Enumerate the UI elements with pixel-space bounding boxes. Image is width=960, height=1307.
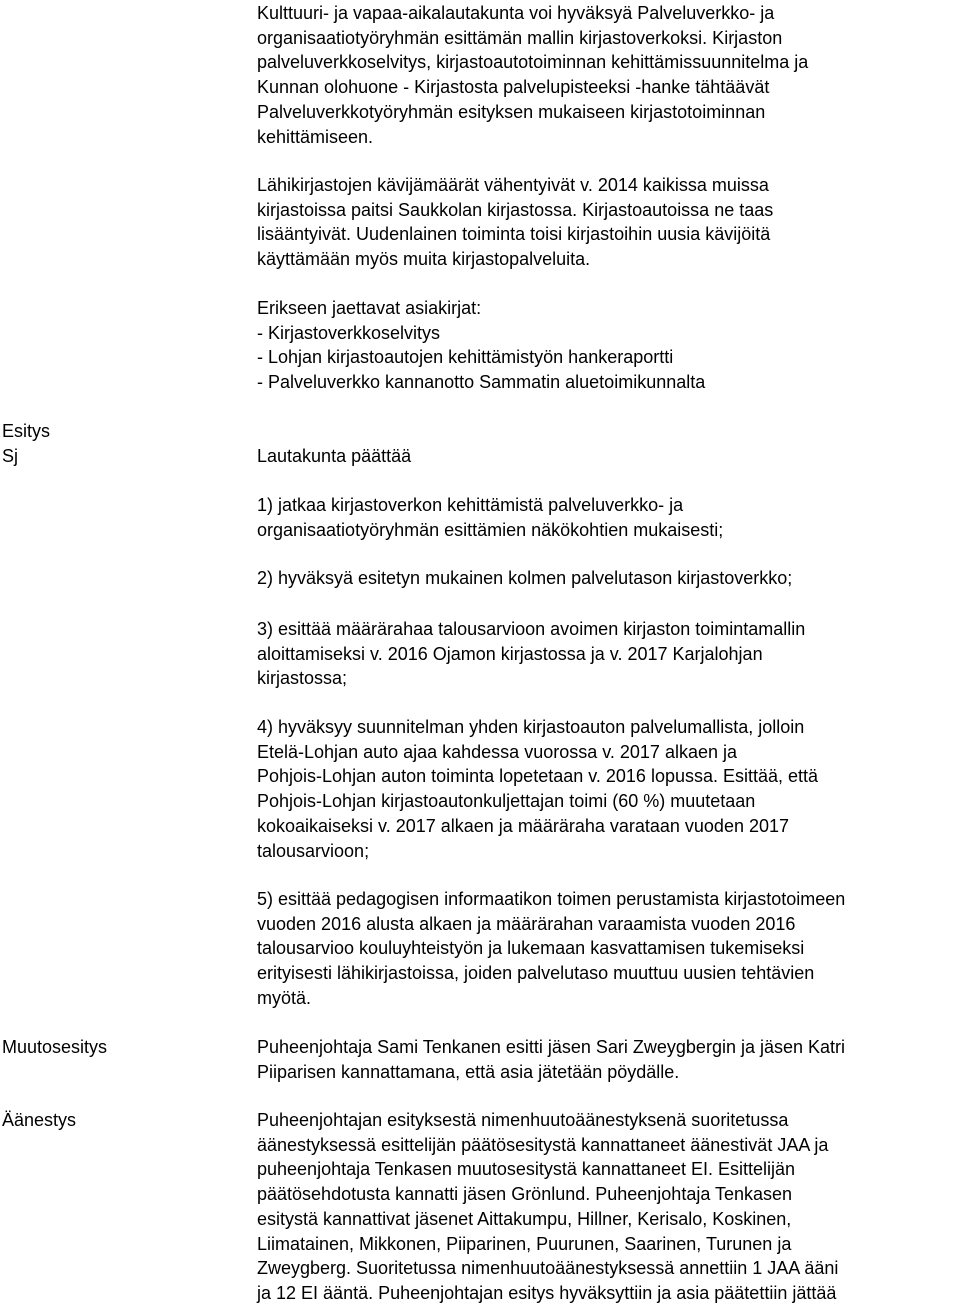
decision-item-line: 2) hyväksyä esitetyn mukainen kolmen palvelutason kirjastoverkko; [257, 568, 793, 588]
vote-line: Puheenjohtajan esityksestä nimenhuutoäänestyksenä suoritetussa [257, 1110, 789, 1130]
attachment-item: - Lohjan kirjastoautojen kehittämistyön hankeraportti [257, 347, 674, 368]
intro-line: palveluverkkoselvitys, kirjastoautotoiminnan kehittämissuunnitelma ja [257, 52, 809, 73]
vote-line: Zweygberg. Suoritetussa nimenhuutoäänestyksessä annettiin 1 JAA ääni [257, 1258, 839, 1279]
esitys-label: Esitys [2, 421, 51, 441]
visitors-line: kirjastoissa paitsi Saukkolan kirjastossa. Kirjastoautoissa ne taas [257, 199, 774, 220]
vote-line: esitystä kannattivat jäsenet Aittakumpu, Hillner, Kerisalo, Koskinen, [257, 1208, 792, 1229]
decision-item-line: 4) hyväksyy suunnitelman yhden kirjastoauton palvelumallista, jolloin [257, 717, 805, 737]
decision-item-line: 1) jatkaa kirjastoverkon kehittämistä palveluverkko- ja [257, 495, 684, 515]
visitors-line: käyttämään myös muita kirjastopalveluita. [257, 249, 591, 270]
sj-label: Sj [2, 445, 19, 466]
decision-item-line: 3) esittää määrärahaa talousarvioon avoimen kirjaston toimintamallin [257, 619, 806, 639]
aanestys-label: Äänestys [2, 1110, 77, 1130]
vote-line: puheenjohtaja Tenkasen muutosesitystä kannattaneet EI. Esittelijän [257, 1159, 796, 1180]
decision-item-line: Pohjois-Lohjan auton toiminta lopetetaan v. 2016 lopussa. Esittää, että [257, 766, 819, 787]
intro-line: Kulttuuri- ja vapaa-aikalautakunta voi hyväksyä Palveluverkko- ja [257, 3, 775, 23]
decision-item-line: Pohjois-Lohjan kirjastoautonkuljettajan toimi (60 %) muutetaan [257, 791, 756, 812]
decision-item-line: Etelä-Lohjan auto ajaa kahdessa vuorossa v. 2017 alkaen ja [257, 741, 737, 762]
decision-item-line: talousarvioon; [257, 840, 370, 861]
intro-line: kehittämiseen. [257, 126, 374, 147]
vote-line: päätösehdotusta kannatti jäsen Grönlund. Puheenjohtaja Tenkasen [257, 1184, 793, 1205]
amendment-line: Puheenjohtaja Sami Tenkanen esitti jäsen Sari Zweygbergin ja jäsen Katri [257, 1037, 846, 1057]
decision-item-line: kokoaikaiseksi v. 2017 alkaen ja määräraha varataan vuoden 2017 [257, 815, 790, 836]
decision-item-line: 5) esittää pedagogisen informaatikon toimen perustamista kirjastotoimeen [257, 889, 846, 909]
amendment-line: Piiparisen kannattamana, että asia jätetään pöydälle. [257, 1061, 680, 1082]
decision-item-line: aloittamiseksi v. 2016 Ojamon kirjastossa ja v. 2017 Karjalohjan [257, 643, 763, 664]
attachment-item: - Kirjastoverkkoselvitys [257, 322, 441, 343]
muutosesitys-label: Muutosesitys [2, 1037, 108, 1057]
decision-item-line: myötä. [257, 987, 312, 1008]
vote-line: Liimatainen, Mikkonen, Piiparinen, Puurunen, Saarinen, Turunen ja [257, 1233, 792, 1254]
decision-item-line: talousarvioo kouluyhteistyön ja lukemaan kasvattamisen tukemiseksi [257, 938, 805, 959]
visitors-line: lisääntyivät. Uudenlainen toiminta toisi kirjastoihin uusia kävijöitä [257, 224, 771, 245]
decision-item-line: vuoden 2016 alusta alkaen ja määrärahan varaamista vuoden 2016 [257, 913, 796, 934]
decision-intro: Lautakunta päättää [257, 445, 412, 466]
attachment-item: - Palveluverkko kannanotto Sammatin aluetoimikunnalta [257, 372, 706, 393]
visitors-line: Lähikirjastojen kävijämäärät vähentyivät v. 2014 kaikissa muissa [257, 175, 769, 195]
decision-item-line: organisaatiotyöryhmän esittämien näkökohtien mukaisesti; [257, 519, 724, 540]
attachments-heading: Erikseen jaettavat asiakirjat: [257, 298, 482, 318]
intro-line: Kunnan olohuone - Kirjastosta palvelupisteeksi -hanke tähtäävät [257, 77, 770, 98]
vote-line: ja 12 EI ääntä. Puheenjohtajan esitys hyväksyttiin ja asia päätettiin jättää [257, 1282, 837, 1303]
vote-line: äänestyksessä esittelijän päätösesitystä kannattaneet äänestivät JAA ja [257, 1134, 829, 1155]
intro-line: Palveluverkkotyöryhmän esityksen mukaiseen kirjastotoiminnan [257, 101, 766, 122]
decision-item-line: erityisesti lähikirjastoissa, joiden palvelutaso muuttuu uusien tehtävien [257, 963, 815, 984]
decision-item-line: kirjastossa; [257, 668, 348, 689]
intro-line: organisaatiotyöryhmän esittämän mallin kirjastoverkoksi. Kirjaston [257, 27, 783, 48]
